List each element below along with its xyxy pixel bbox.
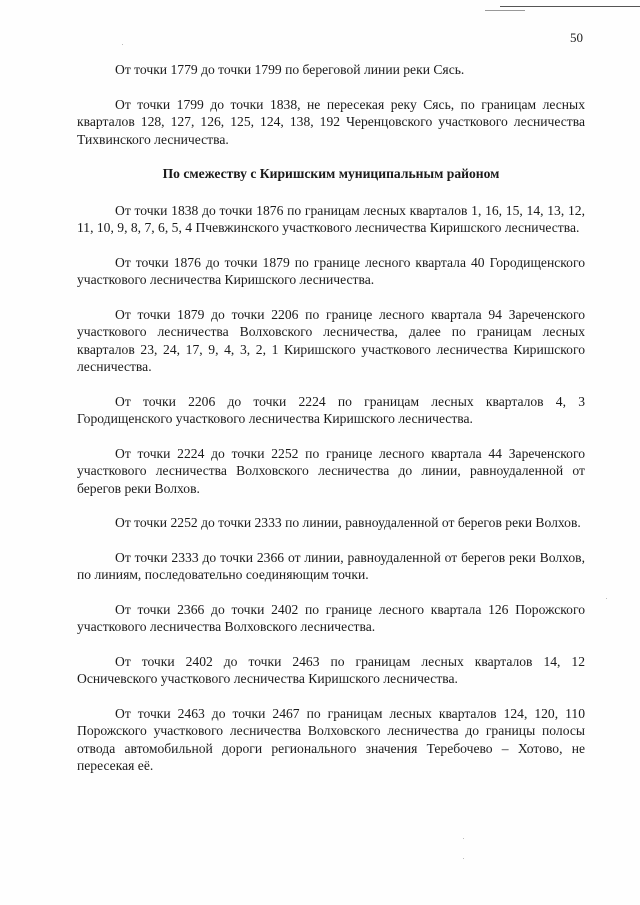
- scan-speck: [122, 44, 123, 45]
- paragraph-9: От точки 2333 до точки 2366 от линии, равноудаленной от берегов реки Волхов, по линиям, последовательно соединяющим точки.: [77, 549, 585, 582]
- paragraph-7: От точки 2224 до точки 2252 по границе лесного квартала 44 Зареченского участкового лесничества Волховского лесничества до линии, равноудаленной от берегов реки Волхов.: [77, 445, 585, 496]
- paragraph-10: От точки 2366 до точки 2402 по границе лесного квартала 126 Порожского участкового лесничества Волховского лесничества.: [77, 601, 585, 634]
- scan-edge-line: [500, 6, 640, 7]
- section-heading: По смежеству с Киришским муниципальным районом: [162, 166, 500, 181]
- scan-edge-line-short: [485, 10, 525, 11]
- paragraph-5: От точки 1879 до точки 2206 по границе лесного квартала 94 Зареченского участкового лесничества Волховского лесничества, далее по границам лесных кварталов 23, 24, 17, 9, 4, 3, 2, 1 Киришского участкового лесничества Киришского лесничества.: [77, 306, 585, 374]
- scan-speck: [463, 838, 464, 839]
- paragraph-12: От точки 2463 до точки 2467 по границам лесных кварталов 124, 120, 110 Порожского участкового лесничества Волховского лесничества до границы полосы отвода автомобильной дороги регионального значения Теребочево – Хотово, не пересекая её.: [77, 705, 585, 773]
- document-body: [77, 61, 585, 792]
- paragraph-2: От точки 1799 до точки 1838, не пересекая реку Сясь, по границам лесных кварталов 128, 127, 126, 125, 124, 138, 192 Черенцовского участкового лесничества Тихвинского лесничества.: [77, 96, 585, 147]
- scan-speck: [606, 598, 607, 599]
- paragraph-11: От точки 2402 до точки 2463 по границам лесных кварталов 14, 12 Осничевского участкового лесничества Киришского лесничества.: [77, 653, 585, 686]
- paragraph-1: От точки 1779 до точки 1799 по береговой линии реки Сясь.: [115, 62, 465, 77]
- paragraph-4: От точки 1876 до точки 1879 по границе лесного квартала 40 Городищенского участкового лесничества Киришского лесничества.: [77, 254, 585, 287]
- page-number: 50: [570, 30, 583, 45]
- paragraph-3: От точки 1838 до точки 1876 по границам лесных кварталов 1, 16, 15, 14, 13, 12, 11, 10, 9, 8, 7, 6, 5, 4 Пчевжинского участкового лесничества Киришского лесничества.: [77, 202, 585, 235]
- paragraph-8: От точки 2252 до точки 2333 по линии, равноудаленной от берегов реки Волхов.: [115, 515, 581, 530]
- paragraph-6: От точки 2206 до точки 2224 по границам лесных кварталов 4, 3 Городищенского участкового лесничества Киришского лесничества.: [77, 393, 585, 426]
- scan-speck: [463, 858, 464, 859]
